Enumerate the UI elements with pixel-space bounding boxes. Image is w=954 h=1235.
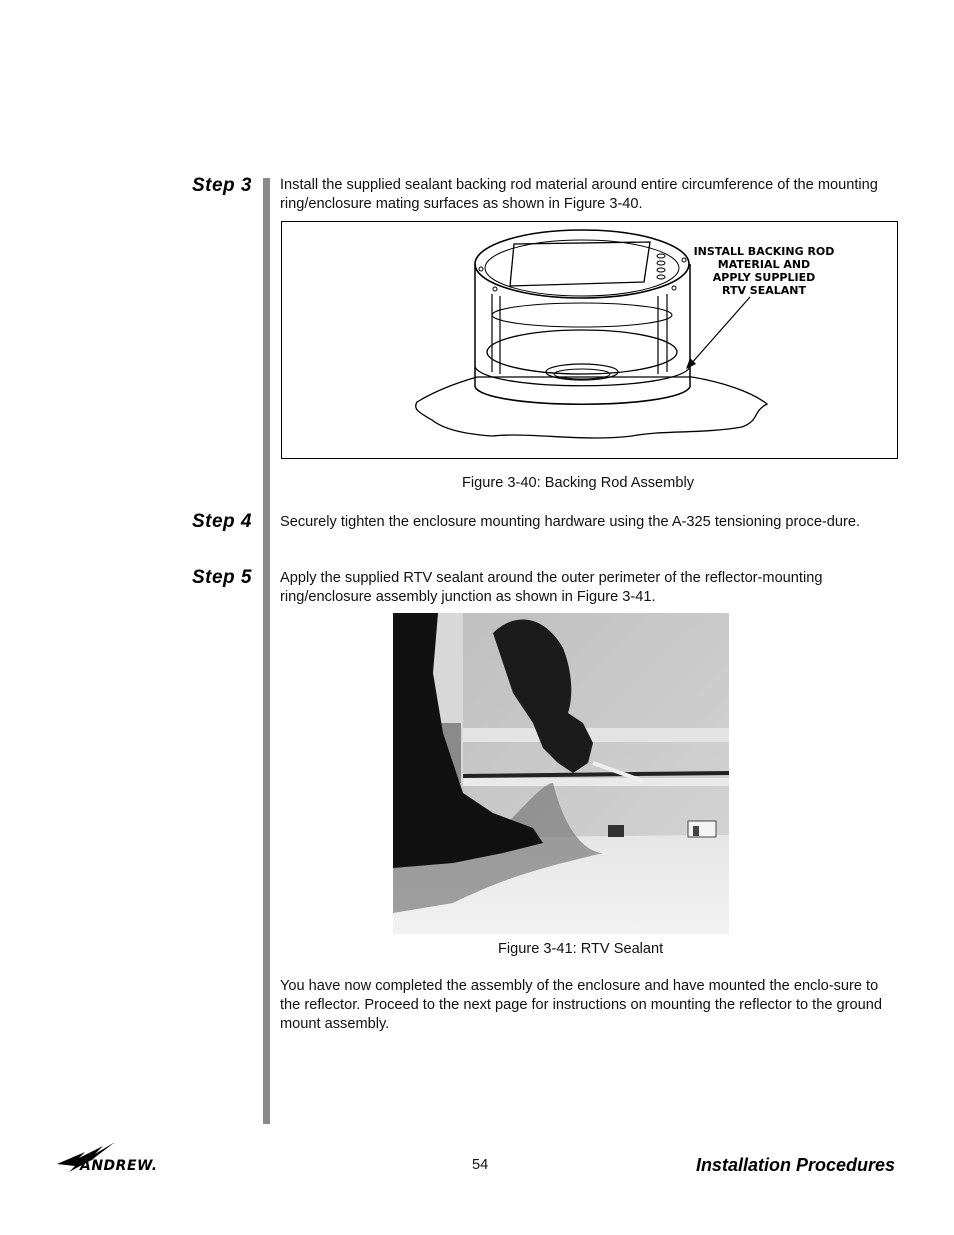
figure-backing-rod-assembly <box>281 221 898 459</box>
margin-rule <box>263 178 270 1124</box>
callout-line-3: APPLY SUPPLIED <box>712 271 816 284</box>
closing-paragraph: You have now completed the assembly of the enclosure and have mounted the enclo-sure to the reflector. Proceed to the next page for instructions on mounting the reflector to the ground mount assembly. <box>280 978 882 1032</box>
andrew-logo-text: ANDREW. <box>80 1158 158 1174</box>
callout-line-4: RTV SEALANT <box>721 284 807 297</box>
step-3-label: Step 3 <box>191 175 252 196</box>
step-5-text: Apply the supplied RTV sealant around the outer perimeter of the reflector-mounting ring/enclosure assembly junction as shown in Figure 3-41. <box>280 570 823 605</box>
figure-3-41-caption: Figure 3-41: RTV Sealant <box>498 941 664 957</box>
backing-rod-drawing <box>282 222 897 458</box>
callout-line-1: INSTALL BACKING ROD <box>693 245 835 258</box>
step-3-text: Install the supplied sealant backing rod material around entire circumference of the mounting ring/enclosure mating surfaces as shown in Figure 3-40. <box>280 177 878 212</box>
step-4-label: Step 4 <box>191 511 252 532</box>
callout-line-2: MATERIAL AND <box>717 258 811 271</box>
step-4-text: Securely tighten the enclosure mounting hardware using the A-325 tensioning proce-dure. <box>280 514 861 530</box>
figure-3-40-caption: Figure 3-40: Backing Rod Assembly <box>462 475 694 491</box>
section-title: Installation Procedures <box>695 1155 895 1175</box>
step-5-label: Step 5 <box>191 567 252 588</box>
page-number: 54 <box>472 1157 489 1173</box>
rtv-sealant-photo-image <box>393 613 729 934</box>
figure-rtv-sealant-photo <box>393 613 729 934</box>
